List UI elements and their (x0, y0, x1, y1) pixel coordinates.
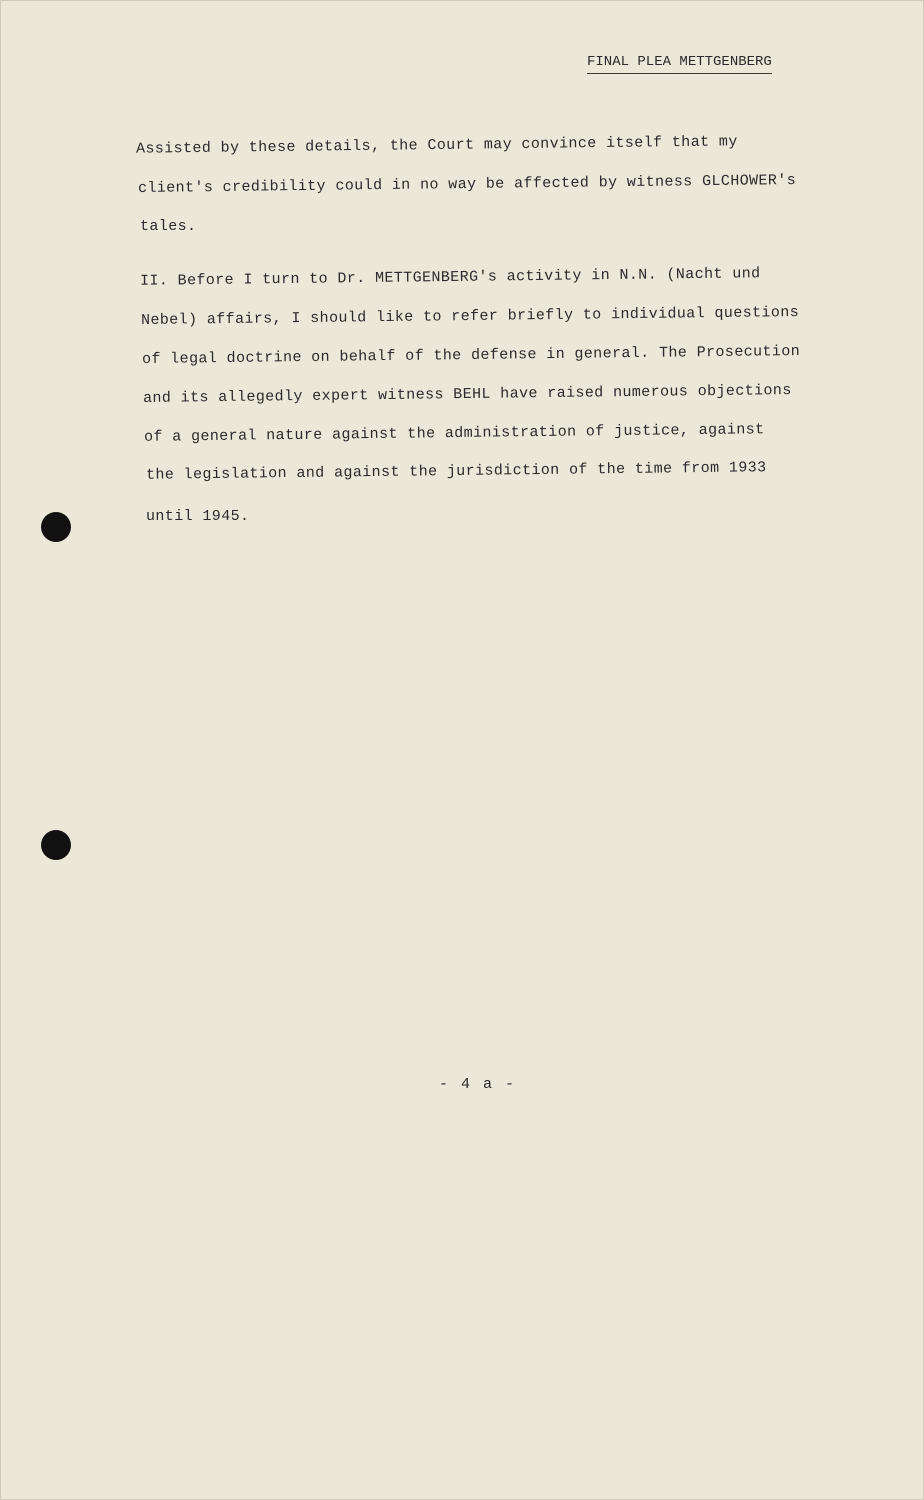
punch-hole (41, 512, 71, 542)
body-line: Nebel) affairs, I should like to refer briefly to individual questions (140, 303, 800, 330)
document-header-title: FINAL PLEA METTGENBERG (587, 54, 772, 74)
body-line: II. Before I turn to Dr. METTGENBERG's activity in N.N. (Nacht und (139, 265, 761, 290)
body-line: until 1945. (146, 508, 250, 525)
punch-hole (41, 830, 71, 860)
body-line: the legislation and against the jurisdiction of the time from 1933 (145, 459, 767, 484)
body-line: and its allegedly expert witness BEHL have raised numerous objections (142, 382, 792, 407)
body-line: of a general nature against the administration of justice, against (143, 421, 765, 446)
page-number: - 4 a - (439, 1076, 517, 1093)
body-line: tales. (140, 218, 197, 235)
body-line: client's credibility could in no way be affected by witness GLCHOWER's (137, 171, 797, 198)
body-line: Assisted by these details, the Court may convince itself that my (135, 133, 738, 158)
body-line: of legal doctrine on behalf of the defense in general. The Prosecution (141, 342, 801, 369)
